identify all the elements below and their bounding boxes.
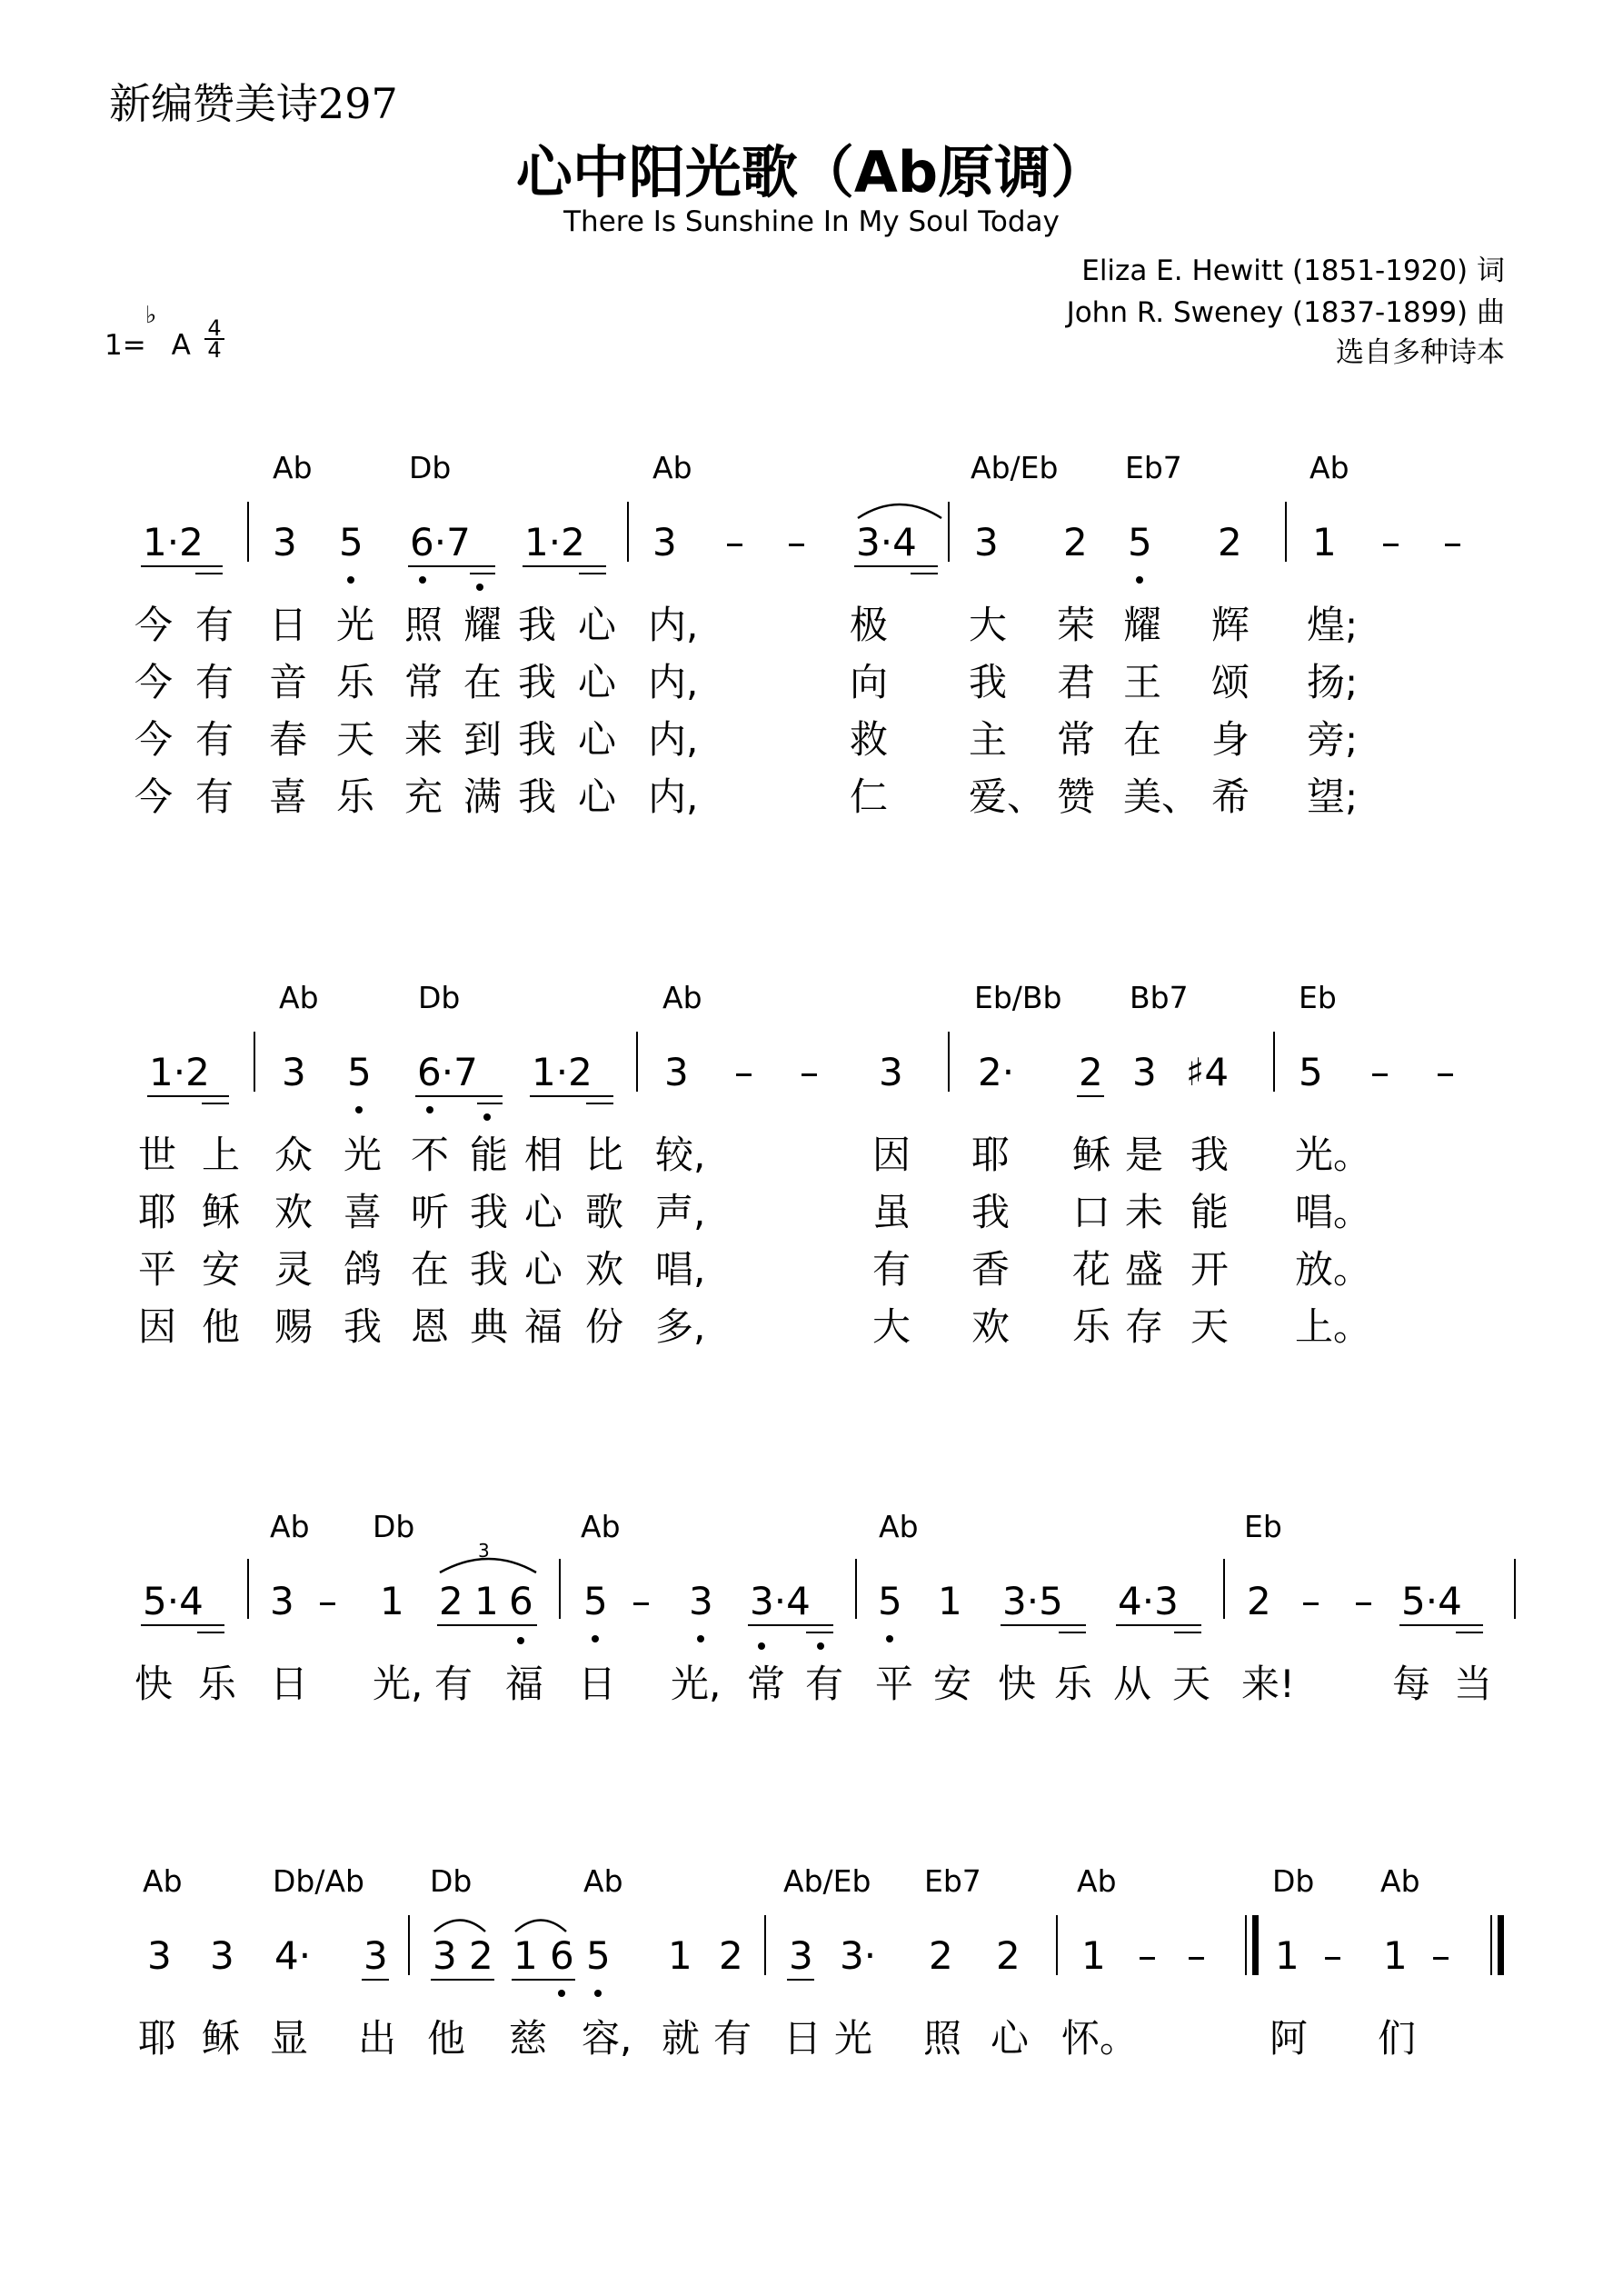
lyric-char: 王 [1123, 660, 1162, 704]
lyric-char: 煌; [1307, 603, 1359, 647]
lyric-char: 内, [648, 660, 699, 704]
chord: Eb7 [1125, 450, 1182, 485]
lyric-char: 我 [518, 660, 557, 704]
lyric-char: 相 [524, 1133, 563, 1177]
lyric-char: 光 [834, 2016, 873, 2061]
lyric-char: 美、 [1123, 774, 1200, 819]
lyric-char: 心 [578, 717, 617, 762]
lyric-char: 希 [1211, 774, 1250, 819]
lyric-char: 福 [524, 1304, 563, 1349]
note: 2 [719, 1933, 743, 1978]
note: 1 [380, 1579, 404, 1623]
lyric-char: 恩 [411, 1304, 450, 1349]
lyric-char: 光 [336, 603, 375, 647]
lyric-char: 颂 [1211, 660, 1250, 704]
lyric-char: 赞 [1057, 774, 1096, 819]
note: – [787, 520, 806, 564]
lyric-char: 辉 [1211, 603, 1250, 647]
chord: Ab/Eb [783, 1863, 871, 1899]
lyric-char: 仁 [850, 774, 889, 819]
flat-sign: ♭ [145, 302, 157, 329]
lyric-char: 多, [655, 1304, 706, 1349]
note: 3 [210, 1933, 234, 1978]
source-credit: 选自多种诗本 [1336, 336, 1505, 369]
lyric-char: 君 [1057, 660, 1096, 704]
lyric-char: 上。 [1295, 1304, 1372, 1349]
note: 6·7 [410, 520, 471, 564]
lyric-char: 心 [991, 2016, 1030, 2061]
lyric-char: 心 [578, 660, 617, 704]
lyric-char: 大 [872, 1304, 911, 1349]
hymnal-number: 新编赞美诗297 [109, 79, 398, 128]
note: 1 [513, 1933, 538, 1978]
lyric-char: 赐 [274, 1304, 314, 1349]
lyric-char: 内, [648, 774, 699, 819]
note: – [1370, 1050, 1389, 1094]
chord: Ab [270, 1509, 310, 1544]
note: 1·2 [524, 520, 585, 564]
lyric-char: 开 [1190, 1247, 1230, 1292]
lyric-char: 极 [850, 603, 889, 647]
lyric-char: 照 [404, 603, 443, 647]
lyric-char: 是 [1125, 1133, 1164, 1177]
note: – [1301, 1579, 1320, 1623]
note: 3· [840, 1933, 877, 1978]
lyric-char: 扬; [1307, 660, 1359, 704]
note: 1·2 [532, 1050, 592, 1094]
lyric-char: 光 [344, 1133, 383, 1177]
chord: Ab [879, 1509, 919, 1544]
lyric-char: 他 [427, 2016, 466, 2061]
lyric-char: 来! [1241, 1662, 1295, 1706]
lyric-char: 有 [195, 660, 234, 704]
lyric-char: 有 [872, 1247, 911, 1292]
time-top: 4 [207, 315, 222, 341]
note: – [1443, 520, 1462, 564]
lyric-char: 常 [1057, 717, 1096, 762]
note: – [1354, 1579, 1373, 1623]
note: 3 [363, 1933, 388, 1978]
note: 3 [433, 1933, 457, 1978]
note: 1·2 [149, 1050, 210, 1094]
note: 5 [878, 1579, 902, 1623]
lyric-char: 日 [783, 2016, 822, 2061]
lyric-char: 虽 [872, 1190, 911, 1234]
lyric-char: 听 [411, 1190, 450, 1234]
lyric-char: 来 [404, 717, 443, 762]
lyric-char: 救 [850, 717, 889, 762]
lyric-char: 欢 [971, 1304, 1011, 1349]
chord: Db [430, 1863, 473, 1899]
lyric-char: 耀 [1123, 603, 1162, 647]
lyric-char: 我 [1190, 1133, 1230, 1177]
lyric-char: 我 [518, 717, 557, 762]
lyric-char: 耶 [138, 1190, 177, 1234]
chord: Ab [581, 1509, 621, 1544]
lyric-char: 当 [1454, 1662, 1493, 1706]
lyric-char: 份 [585, 1304, 624, 1349]
note: 3 [689, 1579, 713, 1623]
lyric-char: 因 [872, 1133, 911, 1177]
lyric-char: 每 [1392, 1662, 1431, 1706]
lyric-char: 我 [969, 660, 1008, 704]
lyric-char: 到 [463, 717, 503, 762]
lyric-char: 光。 [1295, 1133, 1372, 1177]
lyric-char: 音 [269, 660, 308, 704]
chord: Ab [662, 980, 702, 1015]
note: 2 [996, 1933, 1021, 1978]
note: – [1138, 1933, 1157, 1978]
lyric-char: 我 [470, 1190, 509, 1234]
lyric-char: 稣 [202, 2016, 241, 2061]
lyric-char: 就 [662, 2016, 701, 2061]
note: 1 [1312, 520, 1337, 564]
lyric-char: 安 [202, 1247, 241, 1292]
lyric-char: 能 [470, 1133, 509, 1177]
lyric-char: 盛 [1125, 1247, 1164, 1292]
lyric-char: 喜 [269, 774, 308, 819]
page-title: 心中阳光歌（Ab原调） [515, 139, 1108, 205]
note: – [1436, 1050, 1455, 1094]
note: 1 [1081, 1933, 1106, 1978]
lyric-char: 稣 [1072, 1133, 1111, 1177]
lyric-char: 身 [1211, 717, 1250, 762]
lyric-char: 爱、 [969, 774, 1046, 819]
chord: Ab [1309, 450, 1349, 485]
lyric-char: 唱。 [1295, 1190, 1372, 1234]
lyric-char: 有 [195, 603, 234, 647]
chord: Ab/Eb [971, 450, 1059, 485]
lyric-char: 灵 [274, 1247, 314, 1292]
lyric-char: 今 [134, 603, 174, 647]
lyric-char: 光, [671, 1662, 722, 1706]
note: 3 [1132, 1050, 1157, 1094]
chord: Ab [143, 1863, 183, 1899]
lyric-char: 日 [270, 1662, 309, 1706]
lyric-char: 荣 [1057, 603, 1096, 647]
lyric-char: 他 [202, 1304, 241, 1349]
note: 3·4 [750, 1579, 811, 1623]
lyric-char: 光, [373, 1662, 423, 1706]
lyric-char: 平 [875, 1662, 914, 1706]
note: 3·4 [856, 520, 917, 564]
note: 1 [1275, 1933, 1299, 1978]
lyric-char: 喜 [344, 1190, 383, 1234]
lyric-char: 乐 [336, 660, 375, 704]
chord: Db [373, 1509, 415, 1544]
lyric-char: 望; [1307, 774, 1359, 819]
lyric-char: 容, [582, 2016, 632, 2061]
lyric-char: 我 [344, 1304, 383, 1349]
chord: Db [1272, 1863, 1315, 1899]
lyric-char: 大 [969, 603, 1008, 647]
lyric-char: 众 [274, 1133, 314, 1177]
lyric-char: 口 [1072, 1190, 1111, 1234]
note: 5 [339, 520, 363, 564]
lyric-char: 慈 [509, 2016, 548, 2061]
key-prefix: 1= [105, 329, 146, 362]
lyric-char: 乐 [336, 774, 375, 819]
lyric-char: 有 [805, 1662, 844, 1706]
lyric-char: 旁; [1307, 717, 1359, 762]
lyric-char: 快 [998, 1662, 1037, 1706]
note: ♯4 [1186, 1050, 1230, 1094]
lyric-char: 安 [933, 1662, 972, 1706]
note: 1 [1383, 1933, 1408, 1978]
lyric-char: 内, [648, 717, 699, 762]
note: 5 [583, 1579, 608, 1623]
lyric-char: 在 [1123, 717, 1162, 762]
note: – [1431, 1933, 1450, 1978]
lyric-char: 日 [578, 1662, 617, 1706]
note: 5 [347, 1050, 372, 1094]
lyric-char: 耀 [463, 603, 503, 647]
lyric-char: 鸽 [344, 1247, 383, 1292]
note: 3 [664, 1050, 689, 1094]
lyric-char: 歌 [585, 1190, 624, 1234]
slur-arc [515, 1921, 566, 1932]
lyric-char: 今 [134, 660, 174, 704]
lyric-char: 平 [138, 1247, 177, 1292]
note: 1 [474, 1579, 499, 1623]
chord: Ab [1077, 1863, 1117, 1899]
lyric-char: 天 [1190, 1304, 1230, 1349]
note: 2 [469, 1933, 493, 1978]
lyric-char: 放。 [1295, 1247, 1372, 1292]
lyric-char: 香 [971, 1247, 1011, 1292]
note: 5 [1299, 1050, 1323, 1094]
note: 1 [668, 1933, 692, 1978]
lyric-char: 典 [470, 1304, 509, 1349]
lyric-char: 欢 [274, 1190, 314, 1234]
chord: Db [409, 450, 452, 485]
chord: Db/Ab [273, 1863, 364, 1899]
lyric-char: 内, [648, 603, 699, 647]
note: 1·2 [143, 520, 204, 564]
english-subtitle: There Is Sunshine In My Soul Today [563, 205, 1060, 238]
lyric-char: 在 [411, 1247, 450, 1292]
lyric-char: 在 [463, 660, 503, 704]
chord: Ab [1380, 1863, 1420, 1899]
lyric-char: 稣 [202, 1190, 241, 1234]
note: 2 [1063, 520, 1088, 564]
lyric-char: 福 [505, 1662, 544, 1706]
chord: Eb7 [924, 1863, 981, 1899]
note: 6·7 [417, 1050, 478, 1094]
note: – [318, 1579, 337, 1623]
lyric-char: 常 [747, 1662, 786, 1706]
lyric-char: 充 [404, 774, 443, 819]
lyric-char: 快 [134, 1662, 174, 1706]
note: 3 [652, 520, 677, 564]
note: 5·4 [1401, 1579, 1462, 1623]
chord: Eb [1244, 1509, 1282, 1544]
note: 3·5 [1002, 1579, 1063, 1623]
note: 1 [938, 1579, 962, 1623]
lyric-char: 未 [1125, 1190, 1164, 1234]
lyric-char: 我 [518, 774, 557, 819]
note: 2· [978, 1050, 1015, 1094]
chord: Ab [583, 1863, 623, 1899]
note: 5 [1128, 520, 1152, 564]
lyric-char: 向 [850, 660, 889, 704]
composer-credit: John R. Sweney (1837-1899) 曲 [1066, 296, 1505, 329]
lyric-char: 唱, [655, 1247, 706, 1292]
lyric-char: 天 [1172, 1662, 1211, 1706]
chord: Ab [652, 450, 692, 485]
lyric-char: 欢 [585, 1247, 624, 1292]
lyric-char: 有 [195, 717, 234, 762]
lyric-char: 我 [518, 603, 557, 647]
lyric-char: 乐 [1072, 1304, 1111, 1349]
lyricist-credit: Eliza E. Hewitt (1851-1920) 词 [1081, 255, 1505, 287]
note: 3 [789, 1933, 813, 1978]
chord: Eb [1299, 980, 1337, 1015]
lyric-char: 天 [336, 717, 375, 762]
lyric-char: 们 [1378, 2016, 1417, 2061]
chord: Ab [273, 450, 313, 485]
note: – [1187, 1933, 1206, 1978]
lyric-char: 照 [923, 2016, 962, 2061]
note: 5·4 [143, 1579, 204, 1623]
note: 4· [274, 1933, 312, 1978]
lyric-char: 显 [270, 2016, 309, 2061]
lyric-char: 存 [1125, 1304, 1164, 1349]
lyric-char: 乐 [1054, 1662, 1093, 1706]
lyric-char: 声, [655, 1190, 706, 1234]
chord: Bb7 [1130, 980, 1189, 1015]
note: – [632, 1579, 651, 1623]
note: 3 [270, 1579, 294, 1623]
lyric-char: 主 [969, 717, 1008, 762]
lyric-char: 阿 [1270, 2016, 1309, 2061]
note: 2 [1079, 1050, 1103, 1094]
lyric-char: 我 [971, 1190, 1011, 1234]
lyric-char: 世 [138, 1133, 177, 1177]
slur-arc [434, 1921, 485, 1932]
chord: Ab [279, 980, 319, 1015]
note: – [800, 1050, 819, 1094]
note: – [1381, 520, 1400, 564]
lyric-char: 常 [404, 660, 443, 704]
lyric-char: 耶 [971, 1133, 1011, 1177]
note: 2 [1218, 520, 1242, 564]
lyric-char: 我 [470, 1247, 509, 1292]
note: 2 [1247, 1579, 1271, 1623]
note: 3 [974, 520, 999, 564]
lyric-char: 从 [1113, 1662, 1152, 1706]
note: 2 [929, 1933, 953, 1978]
lyric-char: 春 [269, 717, 308, 762]
lyric-char: 能 [1190, 1190, 1230, 1234]
lyric-char: 较, [655, 1133, 706, 1177]
time-bottom: 4 [207, 337, 222, 363]
lyric-char: 因 [138, 1304, 177, 1349]
lyric-char: 心 [524, 1247, 563, 1292]
note: 5 [586, 1933, 611, 1978]
note: 2 [439, 1579, 463, 1623]
key-note: A [171, 329, 191, 362]
lyric-char: 有 [434, 1662, 473, 1706]
lyric-char: 出 [358, 2016, 397, 2061]
lyric-char: 花 [1072, 1247, 1111, 1292]
note: 6 [550, 1933, 574, 1978]
lyric-char: 今 [134, 717, 174, 762]
lyric-char: 不 [411, 1133, 450, 1177]
chord: Db [418, 980, 461, 1015]
lyric-char: 比 [585, 1133, 624, 1177]
lyric-char: 怀。 [1061, 2016, 1139, 2061]
lyric-char: 上 [202, 1133, 241, 1177]
lyric-char: 心 [578, 603, 617, 647]
note: – [1323, 1933, 1342, 1978]
note: 3 [879, 1050, 903, 1094]
lyric-char: 有 [195, 774, 234, 819]
lyric-char: 心 [578, 774, 617, 819]
lyric-char: 日 [269, 603, 308, 647]
note: 6 [509, 1579, 533, 1623]
lyric-char: 有 [713, 2016, 752, 2061]
note: – [725, 520, 744, 564]
lyric-char: 耶 [138, 2016, 177, 2061]
lyric-char: 满 [463, 774, 503, 819]
triplet-arc [440, 1559, 536, 1572]
triplet-number: 3 [478, 1540, 490, 1562]
lyric-char: 心 [524, 1190, 563, 1234]
chord: Eb/Bb [974, 980, 1062, 1015]
note: 3 [282, 1050, 306, 1094]
note: – [734, 1050, 753, 1094]
lyric-char: 乐 [198, 1662, 237, 1706]
lyric-char: 今 [134, 774, 174, 819]
note: 3 [147, 1933, 172, 1978]
note: 3 [273, 520, 297, 564]
note: 4·3 [1118, 1579, 1179, 1623]
tie-arc [858, 504, 941, 518]
